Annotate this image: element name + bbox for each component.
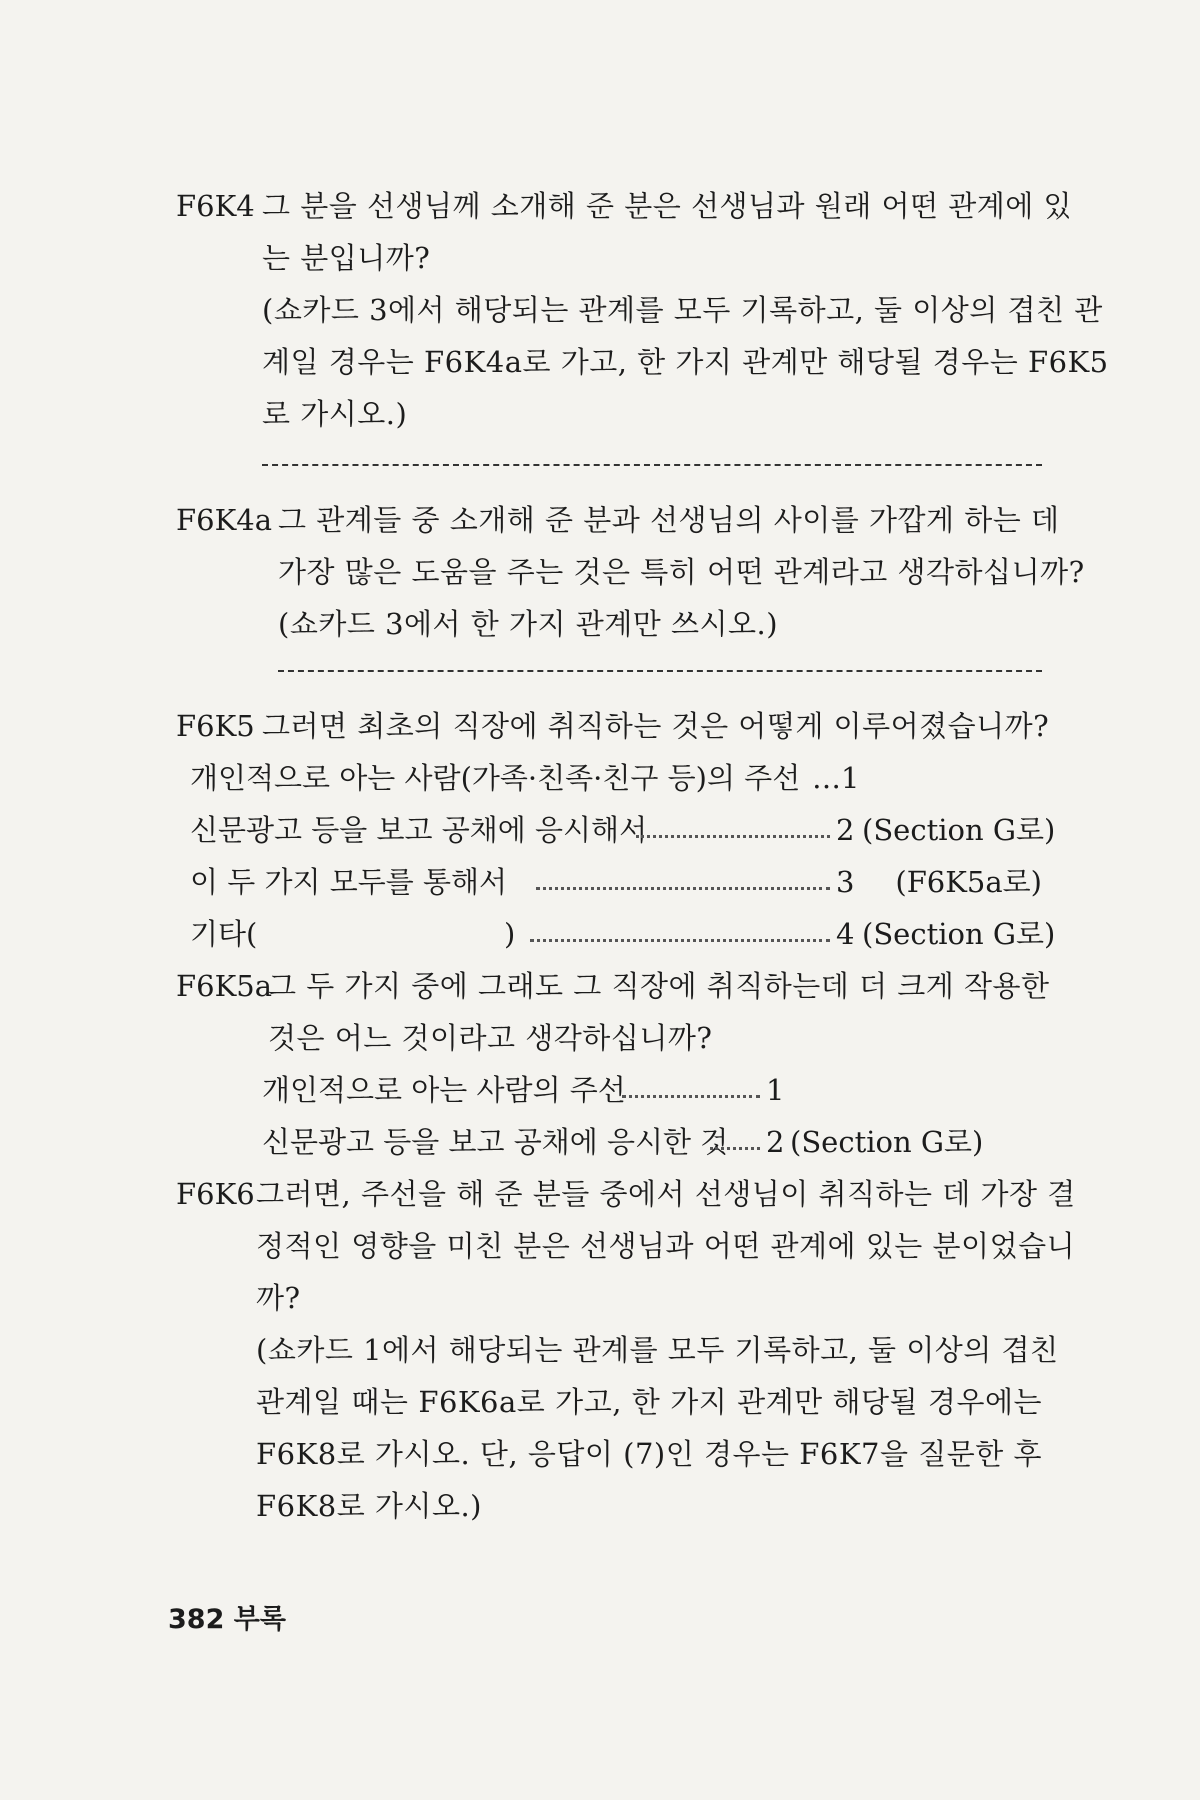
section-label: 부록 (233, 1604, 286, 1635)
question-text-line: 가장 많은 도움을 주는 것은 특히 어떤 관계라고 생각하십니까? (278, 555, 1085, 589)
page-number: 382 (168, 1604, 225, 1635)
skip-route: (Section G로) (862, 813, 1056, 847)
response-option-label: 이 두 가지 모두를 통해서 (190, 865, 508, 899)
question-text-line: 그러면 최초의 직장에 취직하는 것은 어떻게 이루어졌습니까? (262, 709, 1050, 743)
instruction-line: (쇼카드 3에서 해당되는 관계를 모두 기록하고, 둘 이상의 겹친 관 (262, 293, 1103, 327)
question-id-f6k4a: F6K4a (176, 503, 272, 537)
answer-blank-line (262, 464, 1042, 466)
instruction-line: 로 가시오.) (262, 397, 408, 431)
dot-leader (710, 1147, 760, 1150)
response-option-code: …1 (812, 761, 860, 795)
response-option-label: 개인적으로 아는 사람의 주선 (262, 1073, 626, 1107)
response-option-label: 기타( (190, 917, 258, 951)
question-text-line: 정적인 영향을 미친 분은 선생님과 어떤 관계에 있는 분이었습니 (256, 1229, 1076, 1263)
instruction-line: (쇼카드 3에서 한 가지 관계만 쓰시오.) (278, 607, 779, 641)
question-text-line: 까? (256, 1281, 301, 1315)
question-id-f6k5: F6K5 (176, 709, 255, 743)
page-footer (168, 1602, 286, 1638)
instruction-line: F6K8로 가시오. 단, 응답이 (7)인 경우는 F6K7을 질문한 후 (256, 1437, 1042, 1471)
dot-leader (622, 1095, 760, 1098)
skip-route: (F6K5a로) (895, 865, 1042, 899)
dot-leader (636, 835, 830, 838)
question-text-line: 그 분을 선생님께 소개해 준 분은 선생님과 원래 어떤 관계에 있 (262, 189, 1073, 223)
response-option-code: 4 (836, 917, 855, 951)
skip-route: (Section G로) (862, 917, 1056, 951)
question-text-line: 그 두 가지 중에 그래도 그 직장에 취직하는데 더 크게 작용한 (268, 969, 1050, 1003)
instruction-line: (쇼카드 1에서 해당되는 관계를 모두 기록하고, 둘 이상의 겹친 (256, 1333, 1059, 1367)
instruction-line: F6K8로 가시오.) (256, 1489, 482, 1523)
response-option-label: 신문광고 등을 보고 공채에 응시한 것 (262, 1125, 729, 1159)
instruction-line: 관계일 때는 F6K6a로 가고, 한 가지 관계만 해당될 경우에는 (256, 1385, 1042, 1419)
instruction-line: 계일 경우는 F6K4a로 가고, 한 가지 관계만 해당될 경우는 F6K5 (262, 345, 1109, 379)
response-option-code: 2 (836, 813, 855, 847)
answer-blank-line (278, 670, 1042, 672)
response-option-code: 2 (766, 1125, 785, 1159)
dot-leader (530, 939, 830, 942)
question-id-f6k5a: F6K5a (176, 969, 272, 1003)
dot-leader (536, 887, 830, 890)
question-text-line: 그러면, 주선을 해 준 분들 중에서 선생님이 취직하는 데 가장 결 (256, 1177, 1076, 1211)
response-option-label: 개인적으로 아는 사람(가족·친족·친구 등)의 주선 (190, 761, 801, 795)
response-option-label: 신문광고 등을 보고 공채에 응시해서 (190, 813, 648, 847)
skip-route: (Section G로) (790, 1125, 984, 1159)
question-text-line: 그 관계들 중 소개해 준 분과 선생님의 사이를 가깝게 하는 데 (278, 503, 1060, 537)
response-option-label-close: ) (504, 917, 516, 951)
response-option-code: 3 (836, 865, 855, 899)
response-option-code: 1 (766, 1073, 785, 1107)
question-id-f6k4: F6K4 (176, 189, 255, 223)
question-text-line: 것은 어느 것이라고 생각하십니까? (268, 1021, 713, 1055)
question-text-line: 는 분입니까? (262, 241, 431, 275)
question-id-f6k6: F6K6 (176, 1177, 255, 1211)
